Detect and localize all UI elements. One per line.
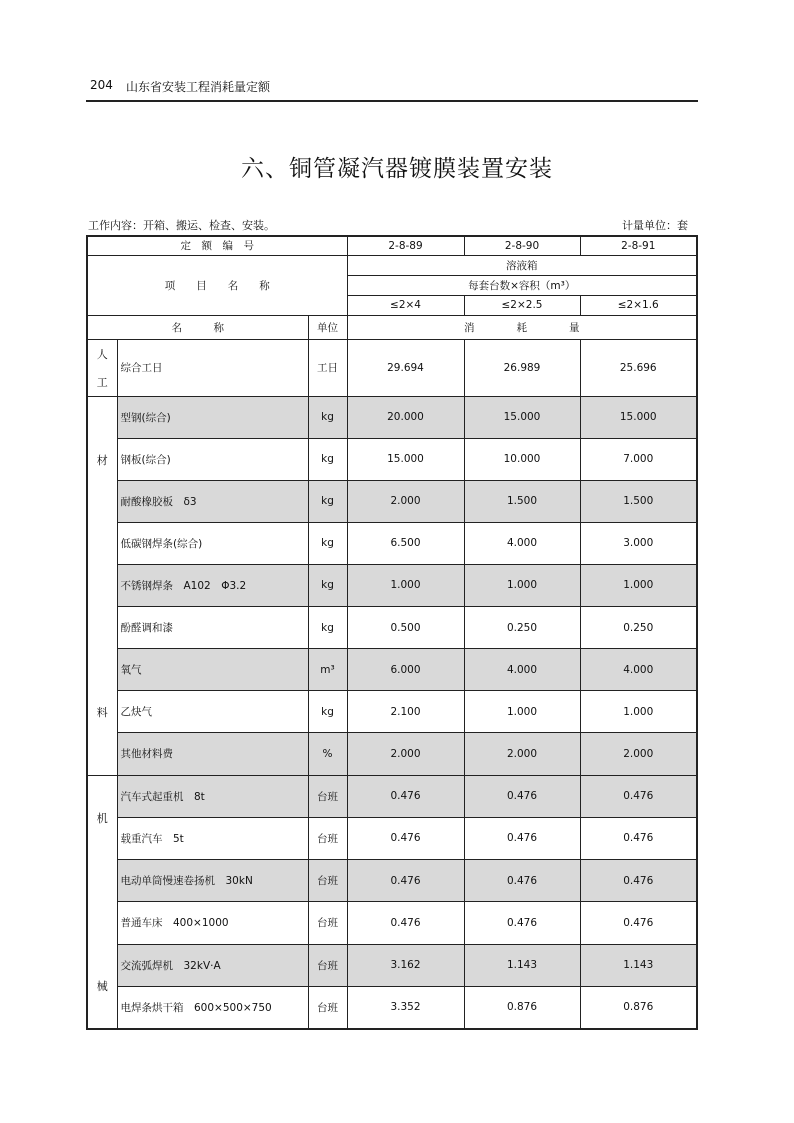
item-unit: kg xyxy=(308,564,347,606)
category-char xyxy=(88,860,117,944)
value-cell: 1.000 xyxy=(580,691,697,733)
item-unit: kg xyxy=(308,396,347,438)
spec-cell: ≤2×1.6 xyxy=(580,295,697,315)
item-name: 型钢(综合) xyxy=(117,396,308,438)
category-char: 械 xyxy=(96,979,108,993)
item-name-label: 项 目 名 称 xyxy=(87,255,347,315)
table-row xyxy=(87,860,697,902)
value-cell: 1.000 xyxy=(580,564,697,606)
item-name: 氧气 xyxy=(117,649,308,691)
item-name: 综合工日 xyxy=(117,339,308,396)
value-cell: 0.476 xyxy=(347,817,464,859)
col-name-header: 名 称 xyxy=(87,315,308,339)
item-name: 酚醛调和漆 xyxy=(117,607,308,649)
item-name: 电焊条烘干箱 600×500×750 xyxy=(117,986,308,1028)
value-cell: 0.476 xyxy=(347,860,464,902)
table-row xyxy=(87,522,697,564)
value-cell: 4.000 xyxy=(580,649,697,691)
table-row xyxy=(87,564,697,606)
page-number: 204 xyxy=(90,78,113,92)
value-cell: 3.352 xyxy=(347,986,464,1028)
value-cell: 0.476 xyxy=(580,860,697,902)
category-char: 料 xyxy=(96,705,108,719)
value-cell: 15.000 xyxy=(580,396,697,438)
item-name: 耐酸橡胶板 δ3 xyxy=(117,480,308,522)
table-row xyxy=(87,607,697,649)
item-name: 普通车床 400×1000 xyxy=(117,902,308,944)
value-cell: 2.100 xyxy=(347,691,464,733)
value-cell: 0.476 xyxy=(464,775,580,817)
value-cell: 0.476 xyxy=(464,902,580,944)
table-row xyxy=(87,902,697,944)
category-char: 人 xyxy=(96,347,108,361)
value-cell: 0.250 xyxy=(464,607,580,649)
value-cell: 3.000 xyxy=(580,522,697,564)
value-cell: 1.500 xyxy=(464,480,580,522)
value-cell: 15.000 xyxy=(464,396,580,438)
value-cell: 0.250 xyxy=(580,607,697,649)
value-cell: 2.000 xyxy=(347,480,464,522)
value-cell: 6.000 xyxy=(347,649,464,691)
item-unit: 台班 xyxy=(308,986,347,1028)
table-row xyxy=(87,986,697,1028)
item-name: 载重汽车 5t xyxy=(117,817,308,859)
value-cell: 7.000 xyxy=(580,438,697,480)
table-row xyxy=(87,691,697,733)
table-row xyxy=(87,944,697,986)
category-char: 机 xyxy=(96,811,108,825)
code-label: 定 额 编 号 xyxy=(87,236,347,255)
table-row xyxy=(87,480,697,522)
labor-category xyxy=(87,339,117,396)
page-header xyxy=(86,74,698,102)
col-unit-header: 单位 xyxy=(308,315,347,339)
item-unit: 台班 xyxy=(308,775,347,817)
value-cell: 0.476 xyxy=(347,902,464,944)
value-cell: 29.694 xyxy=(347,339,464,396)
spec-cell: ≤2×4 xyxy=(347,295,464,315)
category-char: 材 xyxy=(96,453,108,467)
value-cell: 0.476 xyxy=(580,817,697,859)
value-cell: 1.143 xyxy=(580,944,697,986)
item-name: 乙炔气 xyxy=(117,691,308,733)
item-unit: m³ xyxy=(308,649,347,691)
value-cell: 1.143 xyxy=(464,944,580,986)
item-unit: kg xyxy=(308,607,347,649)
value-cell: 3.162 xyxy=(347,944,464,986)
value-cell: 0.876 xyxy=(580,986,697,1028)
value-cell: 20.000 xyxy=(347,396,464,438)
quota-table xyxy=(86,235,698,1030)
book-title: 山东省安装工程消耗量定额 xyxy=(126,80,271,94)
table-row xyxy=(87,339,697,396)
code-cell: 2-8-91 xyxy=(580,236,697,255)
value-cell: 1.000 xyxy=(347,564,464,606)
value-cell: 4.000 xyxy=(464,522,580,564)
item-name: 低碳钢焊条(综合) xyxy=(117,522,308,564)
item-unit: kg xyxy=(308,438,347,480)
code-cell: 2-8-89 xyxy=(347,236,464,255)
value-cell: 4.000 xyxy=(464,649,580,691)
category-char: 工 xyxy=(96,375,108,389)
item-name: 钢板(综合) xyxy=(117,438,308,480)
col-consumption-header: 消 耗 量 xyxy=(347,315,697,339)
measurement-unit: 计量单位：套 xyxy=(622,219,688,232)
item-unit: 台班 xyxy=(308,817,347,859)
table-row xyxy=(87,817,697,859)
code-cell: 2-8-90 xyxy=(464,236,580,255)
value-cell: 25.696 xyxy=(580,339,697,396)
value-cell: 0.476 xyxy=(464,817,580,859)
table-row xyxy=(87,649,697,691)
value-cell: 6.500 xyxy=(347,522,464,564)
value-cell: 0.500 xyxy=(347,607,464,649)
item-unit: kg xyxy=(308,522,347,564)
value-cell: 1.000 xyxy=(464,691,580,733)
item-name: 不锈钢焊条 A102 Φ3.2 xyxy=(117,564,308,606)
value-cell: 15.000 xyxy=(347,438,464,480)
value-cell: 10.000 xyxy=(464,438,580,480)
item-name: 汽车式起重机 8t xyxy=(117,775,308,817)
value-cell: 2.000 xyxy=(580,733,697,775)
table-row xyxy=(87,733,697,775)
item-name: 其他材料费 xyxy=(117,733,308,775)
value-cell: 0.476 xyxy=(580,902,697,944)
spec-cell: ≤2×2.5 xyxy=(464,295,580,315)
material-category xyxy=(87,396,117,775)
value-cell: 1.500 xyxy=(580,480,697,522)
item-unit: 工日 xyxy=(308,339,347,396)
table-row xyxy=(87,396,697,438)
item-name: 交流弧焊机 32kV·A xyxy=(117,944,308,986)
machine-category xyxy=(87,775,117,1029)
param-label: 每套台数×容积（m³） xyxy=(347,275,697,295)
table-row xyxy=(87,438,697,480)
item-unit: % xyxy=(308,733,347,775)
value-cell: 2.000 xyxy=(347,733,464,775)
value-cell: 0.476 xyxy=(347,775,464,817)
item-unit: 台班 xyxy=(308,944,347,986)
value-cell: 0.876 xyxy=(464,986,580,1028)
item-unit: 台班 xyxy=(308,860,347,902)
category-char xyxy=(88,523,117,649)
item-unit: kg xyxy=(308,480,347,522)
table-row xyxy=(87,775,697,817)
item-unit: kg xyxy=(308,691,347,733)
value-cell: 2.000 xyxy=(464,733,580,775)
value-cell: 26.989 xyxy=(464,339,580,396)
work-content: 工作内容：开箱、搬运、检查、安装。 xyxy=(88,219,275,232)
item-unit: 台班 xyxy=(308,902,347,944)
group-label: 溶液箱 xyxy=(347,255,697,275)
item-name: 电动单筒慢速卷扬机 30kN xyxy=(117,860,308,902)
value-cell: 0.476 xyxy=(580,775,697,817)
value-cell: 1.000 xyxy=(464,564,580,606)
section-title: 六、铜管凝汽器镀膜装置安装 xyxy=(241,156,553,182)
value-cell: 0.476 xyxy=(464,860,580,902)
